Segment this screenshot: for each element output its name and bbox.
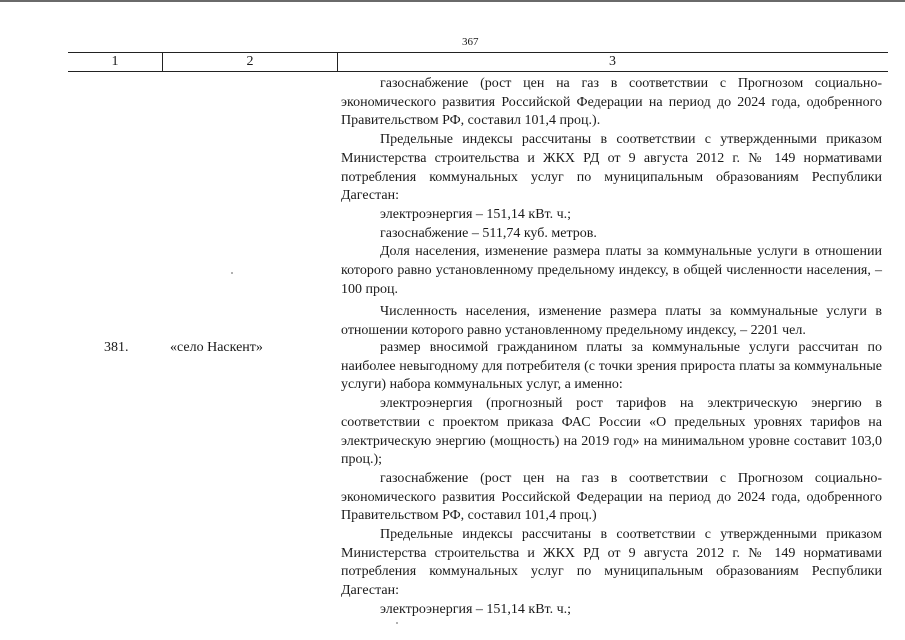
paragraph: газоснабжение (рост цен на газ в соответствии с Прогнозом социально-экономического развития Российской Федерации на период до 2024 года, одобренного Правительством РФ, составил 101,4 проц.) — [341, 470, 882, 524]
continuation-text-block — [341, 75, 882, 341]
paragraph: Численность населения, изменение размера платы за коммунальные услуги в отношении которого равно установленному предельному индексу, – 2201 чел. — [341, 304, 882, 339]
scan-top-edge — [0, 0, 905, 2]
paragraph: электроэнергия (прогнозный рост тарифов на электрическую энергию в соответствии с проектом приказа ФАС России «О предельных уровнях тарифов на электрическую энергию (мощность) на 2019 год» на минимальном уровне составит 103,0 проц.); — [341, 396, 882, 468]
column-header-1: 1 — [111, 54, 119, 69]
settlement-name: «село Наскент» — [170, 340, 263, 355]
paragraph: Предельные индексы рассчитаны в соответствии с утвержденными приказом Министерства строительства и ЖКХ РД от 9 августа 2012 г. № 149 нормативами потребления коммунальных услуг по муниципальным образованиям Республики Дагестан: — [341, 132, 882, 204]
row-text-block — [341, 339, 882, 620]
paragraph: газоснабжение (рост цен на газ в соответствии с Прогнозом социально-экономического развития Российской Федерации на период до 2024 года, одобренного Правительством РФ, составил 101,4 проц.). — [341, 76, 882, 129]
scan-speck — [396, 622, 398, 624]
paragraph: Доля населения, изменение размера платы за коммунальные услуги в отношении которого равно установленному предельному индексу, в общей численности населения, – 100 проц. — [341, 244, 882, 297]
column-header-2: 2 — [162, 53, 338, 71]
page-number: 367 — [462, 36, 479, 48]
paragraph: электроэнергия – 151,14 кВт. ч.; — [380, 601, 572, 617]
column-header-3: 3 — [609, 54, 616, 69]
paragraph: газоснабжение – 511,74 куб. метров. — [380, 225, 597, 241]
paragraph: электроэнергия – 151,14 кВт. ч.; — [380, 206, 572, 222]
paragraph: Предельные индексы рассчитаны в соответствии с утвержденными приказом Министерства строительства и ЖКХ РД от 9 августа 2012 г. № 149 нормативами потребления коммунальных услуг по муниципальным образованиям Республики Дагестан: — [341, 527, 882, 599]
row-number: 381. — [104, 340, 129, 355]
table-header-row — [68, 52, 888, 72]
paragraph: размер вносимой гражданином платы за коммунальные услуги рассчитан по наиболее невыгодному для потребителя (с точки зрения прироста платы за коммунальные услуги) набора коммунальных услуг, а именно: — [341, 340, 882, 393]
scan-speck — [231, 272, 233, 274]
